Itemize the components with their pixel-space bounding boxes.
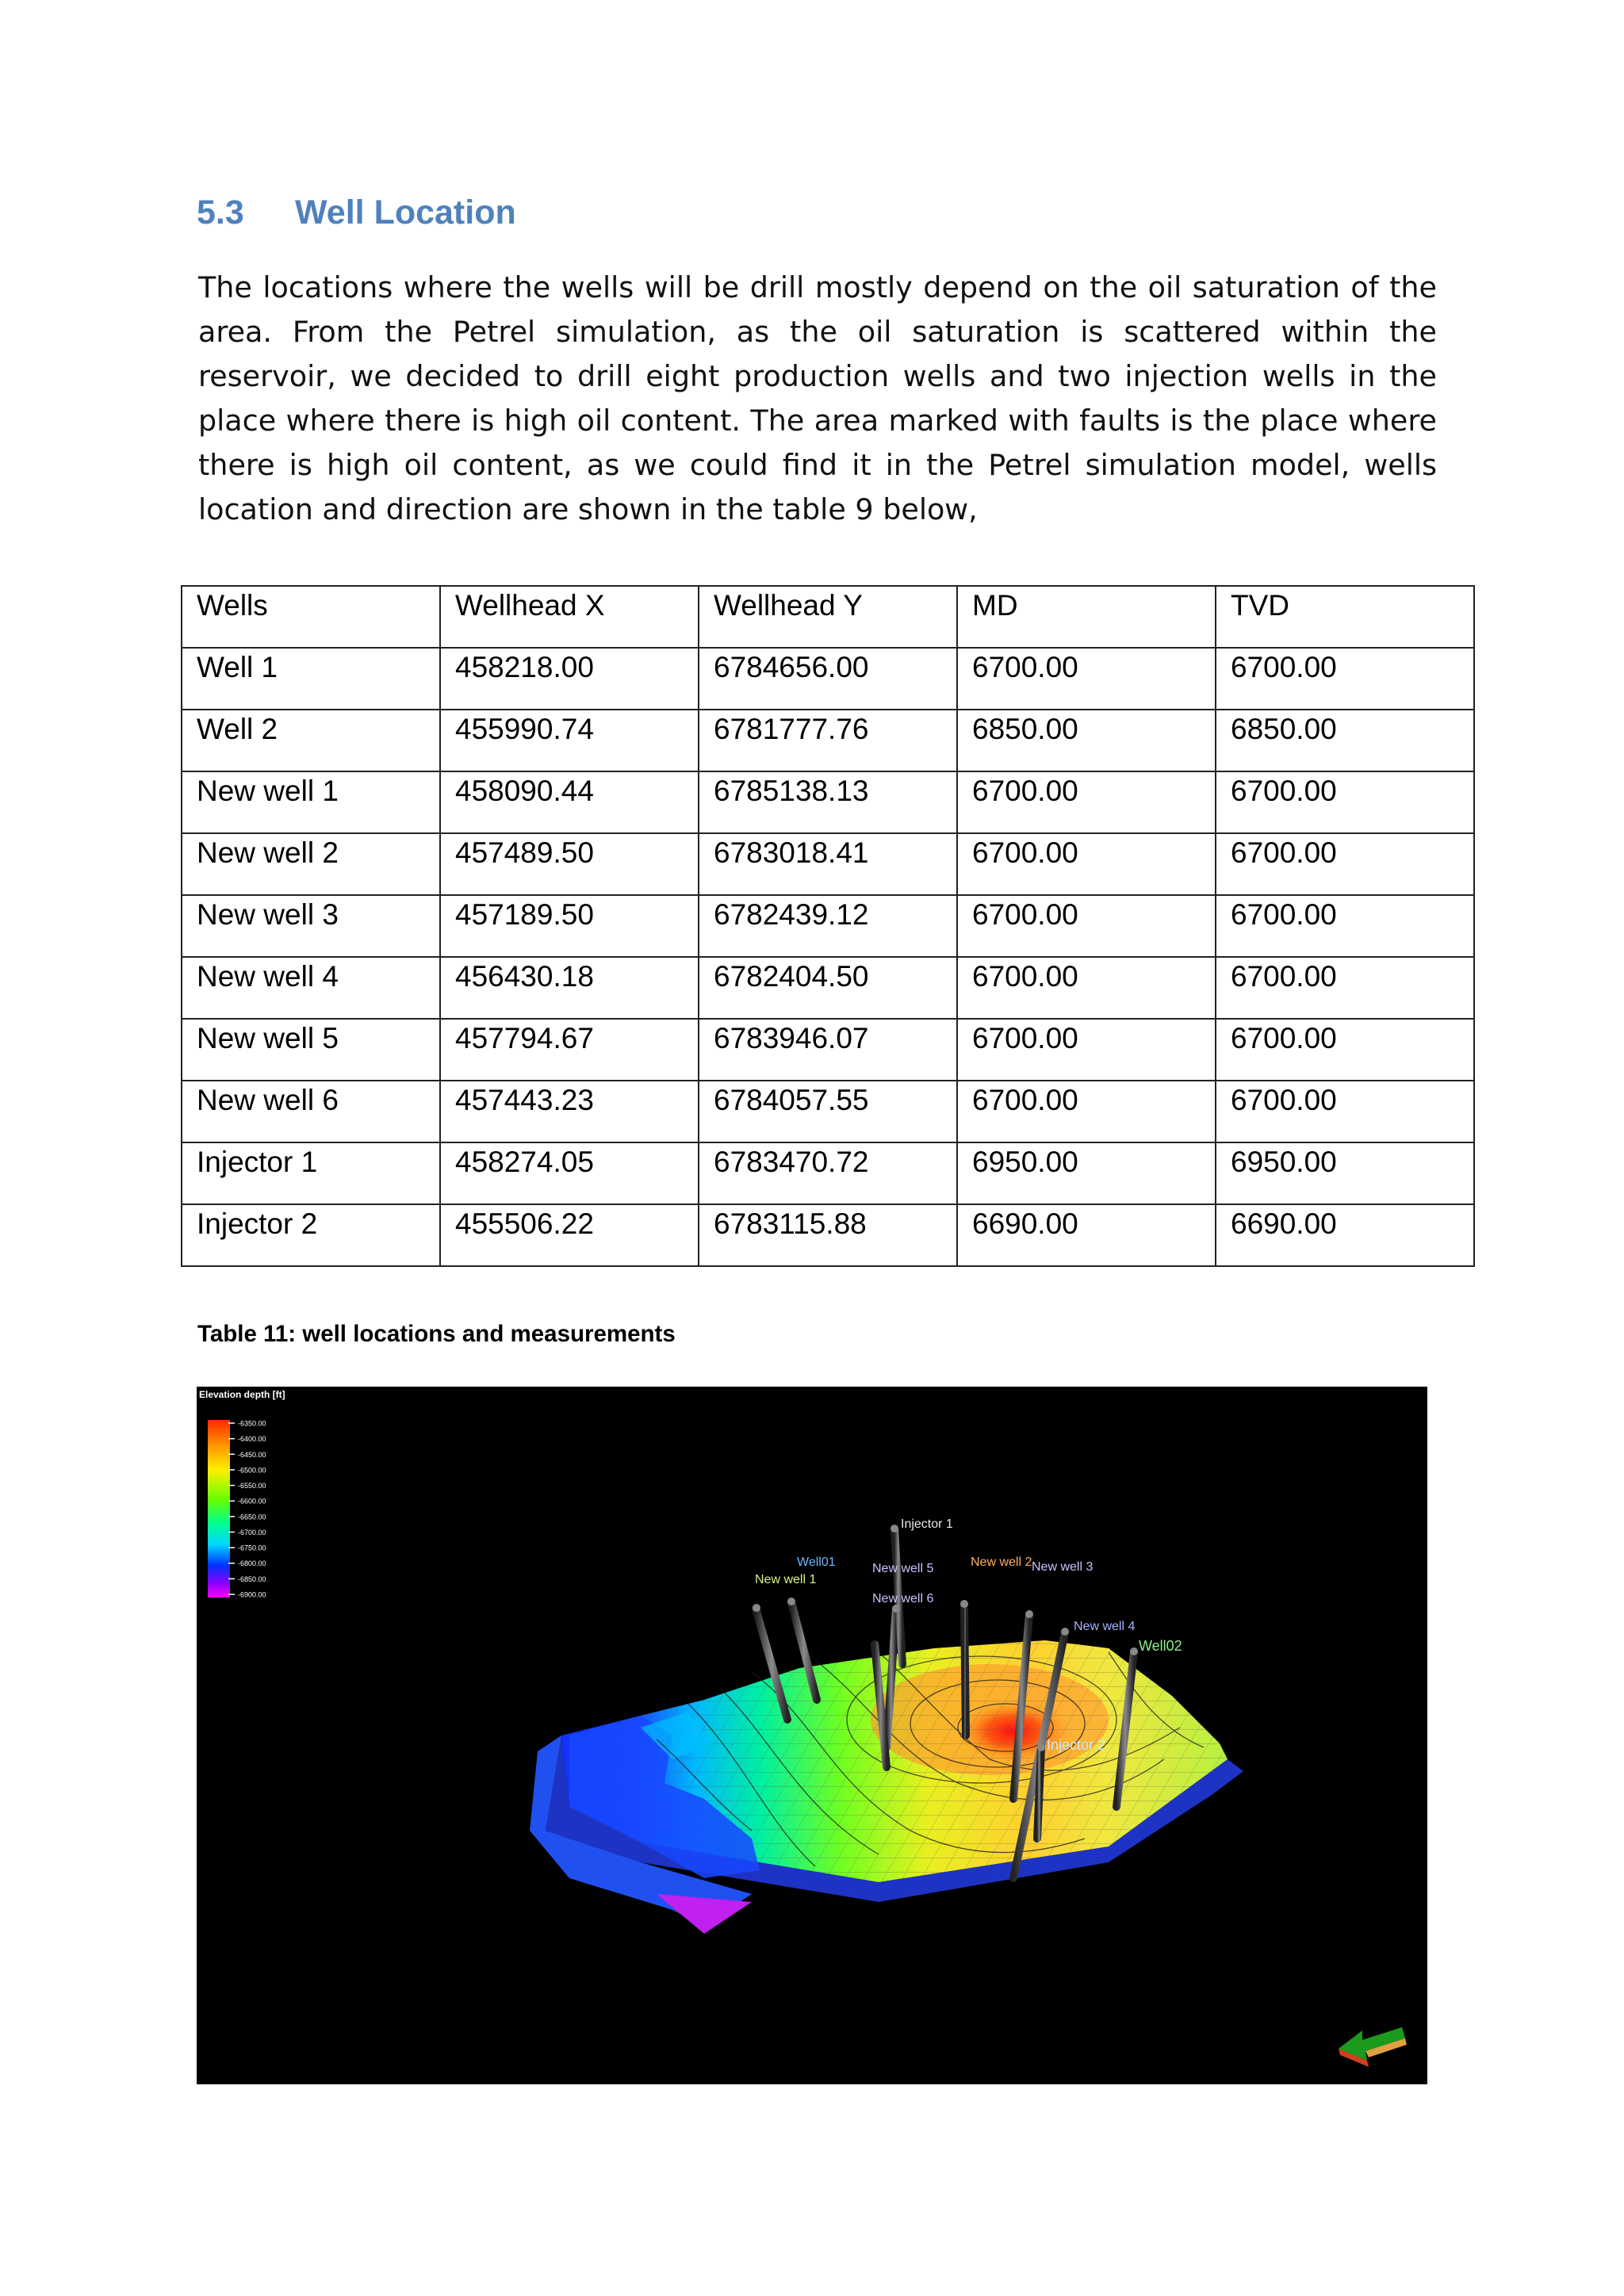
table-cell: 6783470.72 [699, 1142, 957, 1204]
legend-tick-label: -6600.00 [238, 1497, 266, 1506]
table-header-cell: Wellhead Y [699, 586, 957, 648]
table-caption: Table 11: well locations and measurements [197, 1321, 676, 1347]
table-cell: New well 6 [182, 1081, 440, 1142]
section-heading [197, 193, 516, 232]
table-cell: 6700.00 [957, 833, 1216, 895]
table-cell: 6700.00 [1216, 771, 1474, 833]
legend-tick-label: -6900.00 [238, 1590, 266, 1599]
table-row [182, 1142, 1474, 1204]
table-cell: 6783946.07 [699, 1019, 957, 1081]
legend-title: Elevation depth [ft] [199, 1389, 285, 1400]
table-header-cell: Wells [182, 586, 440, 648]
table-cell: 6950.00 [957, 1142, 1216, 1204]
legend-tick-label: -6800.00 [238, 1559, 266, 1568]
table-cell: 457489.50 [440, 833, 699, 895]
label-new-well-2: New well 2 [971, 1556, 1032, 1569]
legend-tick-label: -6700.00 [238, 1528, 266, 1536]
orientation-arrow-icon [1339, 2027, 1407, 2067]
table-cell: Well 2 [182, 710, 440, 771]
table-cell: 6783018.41 [699, 833, 957, 895]
table-cell: 457794.67 [440, 1019, 699, 1081]
table-cell: 6700.00 [957, 771, 1216, 833]
label-injector-1: Injector 1 [901, 1517, 953, 1531]
table-row [182, 957, 1474, 1019]
color-scale-bar [208, 1420, 230, 1598]
body-paragraph: The locations where the wells will be drill mostly depend on the oil saturation of the area. From the Petrel simulation, as the oil saturation is scattered within the reservoir, we decided to drill eight production wells and two injection wells in the place where there is high oil content. The area marked with faults is the place where there is high oil content, as we could find it in the Petrel simulation model, wells location and direction are shown in the table 9 below, [198, 270, 1437, 526]
table-cell: 6784656.00 [699, 648, 957, 710]
legend-tick-label: -6550.00 [238, 1482, 266, 1490]
legend-ticks [228, 1420, 266, 1599]
table-cell: 6700.00 [1216, 1081, 1474, 1142]
table-cell: 6783115.88 [699, 1204, 957, 1266]
table-cell: 6700.00 [957, 1019, 1216, 1081]
table-cell: 457189.50 [440, 895, 699, 957]
table-row [182, 771, 1474, 833]
table-cell: Injector 2 [182, 1204, 440, 1266]
table-cell: 6850.00 [957, 710, 1216, 771]
label-new-well-6: New well 6 [872, 1592, 934, 1605]
legend-tick-label: -6650.00 [238, 1513, 266, 1521]
label-new-well-5: New well 5 [872, 1562, 934, 1575]
table-cell: New well 3 [182, 895, 440, 957]
table-cell: 6850.00 [1216, 710, 1474, 771]
legend-tick-label: -6850.00 [238, 1575, 266, 1583]
table-cell: 458218.00 [440, 648, 699, 710]
table-row [182, 895, 1474, 957]
label-new-well-4: New well 4 [1074, 1620, 1136, 1633]
legend-tick-label: -6400.00 [238, 1435, 266, 1444]
legend-tick-label: -6450.00 [238, 1450, 266, 1459]
label-injector-2: Injector 2 [1047, 1737, 1106, 1753]
table-cell: 6950.00 [1216, 1142, 1474, 1204]
table-cell: 6700.00 [1216, 1019, 1474, 1081]
legend-tick-label: -6750.00 [238, 1544, 266, 1552]
table-cell: 458274.05 [440, 1142, 699, 1204]
table-cell: 6700.00 [1216, 648, 1474, 710]
table-cell: Well 1 [182, 648, 440, 710]
table-cell: 6781777.76 [699, 710, 957, 771]
label-well01: Well01 [797, 1556, 836, 1569]
table-cell: 6785138.13 [699, 771, 957, 833]
well-locations-table [181, 585, 1475, 1267]
label-new-well-1: New well 1 [755, 1573, 817, 1586]
table-row [182, 1081, 1474, 1142]
table-cell: 6700.00 [1216, 957, 1474, 1019]
table-header-cell: Wellhead X [440, 586, 699, 648]
table-cell: New well 5 [182, 1019, 440, 1081]
table-cell: 6700.00 [957, 895, 1216, 957]
table-header-cell: TVD [1216, 586, 1474, 648]
table-cell: 6700.00 [957, 957, 1216, 1019]
section-number: 5.3 [197, 193, 244, 232]
legend-tick-label: -6500.00 [238, 1466, 266, 1475]
table-cell: 6690.00 [1216, 1204, 1474, 1266]
table-header-row [182, 586, 1474, 648]
table-cell: New well 2 [182, 833, 440, 895]
table-cell: 6690.00 [957, 1204, 1216, 1266]
table-cell: 457443.23 [440, 1081, 699, 1142]
table-row [182, 833, 1474, 895]
table-row [182, 1204, 1474, 1266]
reservoir-elevation-figure [197, 1387, 1427, 2084]
table-cell: New well 4 [182, 957, 440, 1019]
table-cell: 6700.00 [957, 648, 1216, 710]
table-cell: 6782404.50 [699, 957, 957, 1019]
table-cell: 455990.74 [440, 710, 699, 771]
table-cell: 6700.00 [1216, 895, 1474, 957]
table-header-cell: MD [957, 586, 1216, 648]
label-well02: Well02 [1139, 1638, 1182, 1654]
table-row [182, 1019, 1474, 1081]
table-cell: Injector 1 [182, 1142, 440, 1204]
table-cell: 6700.00 [1216, 833, 1474, 895]
table-row [182, 648, 1474, 710]
table-cell: 6700.00 [957, 1081, 1216, 1142]
table-cell: 456430.18 [440, 957, 699, 1019]
table-cell: 6784057.55 [699, 1081, 957, 1142]
label-new-well-3: New well 3 [1032, 1560, 1094, 1574]
table-cell: 455506.22 [440, 1204, 699, 1266]
section-title: Well Location [295, 193, 516, 232]
table-cell: New well 1 [182, 771, 440, 833]
legend-tick-label: -6350.00 [238, 1419, 266, 1428]
table-cell: 458090.44 [440, 771, 699, 833]
table-cell: 6782439.12 [699, 895, 957, 957]
table-row [182, 710, 1474, 771]
reservoir-3d-view [197, 1387, 1427, 2084]
